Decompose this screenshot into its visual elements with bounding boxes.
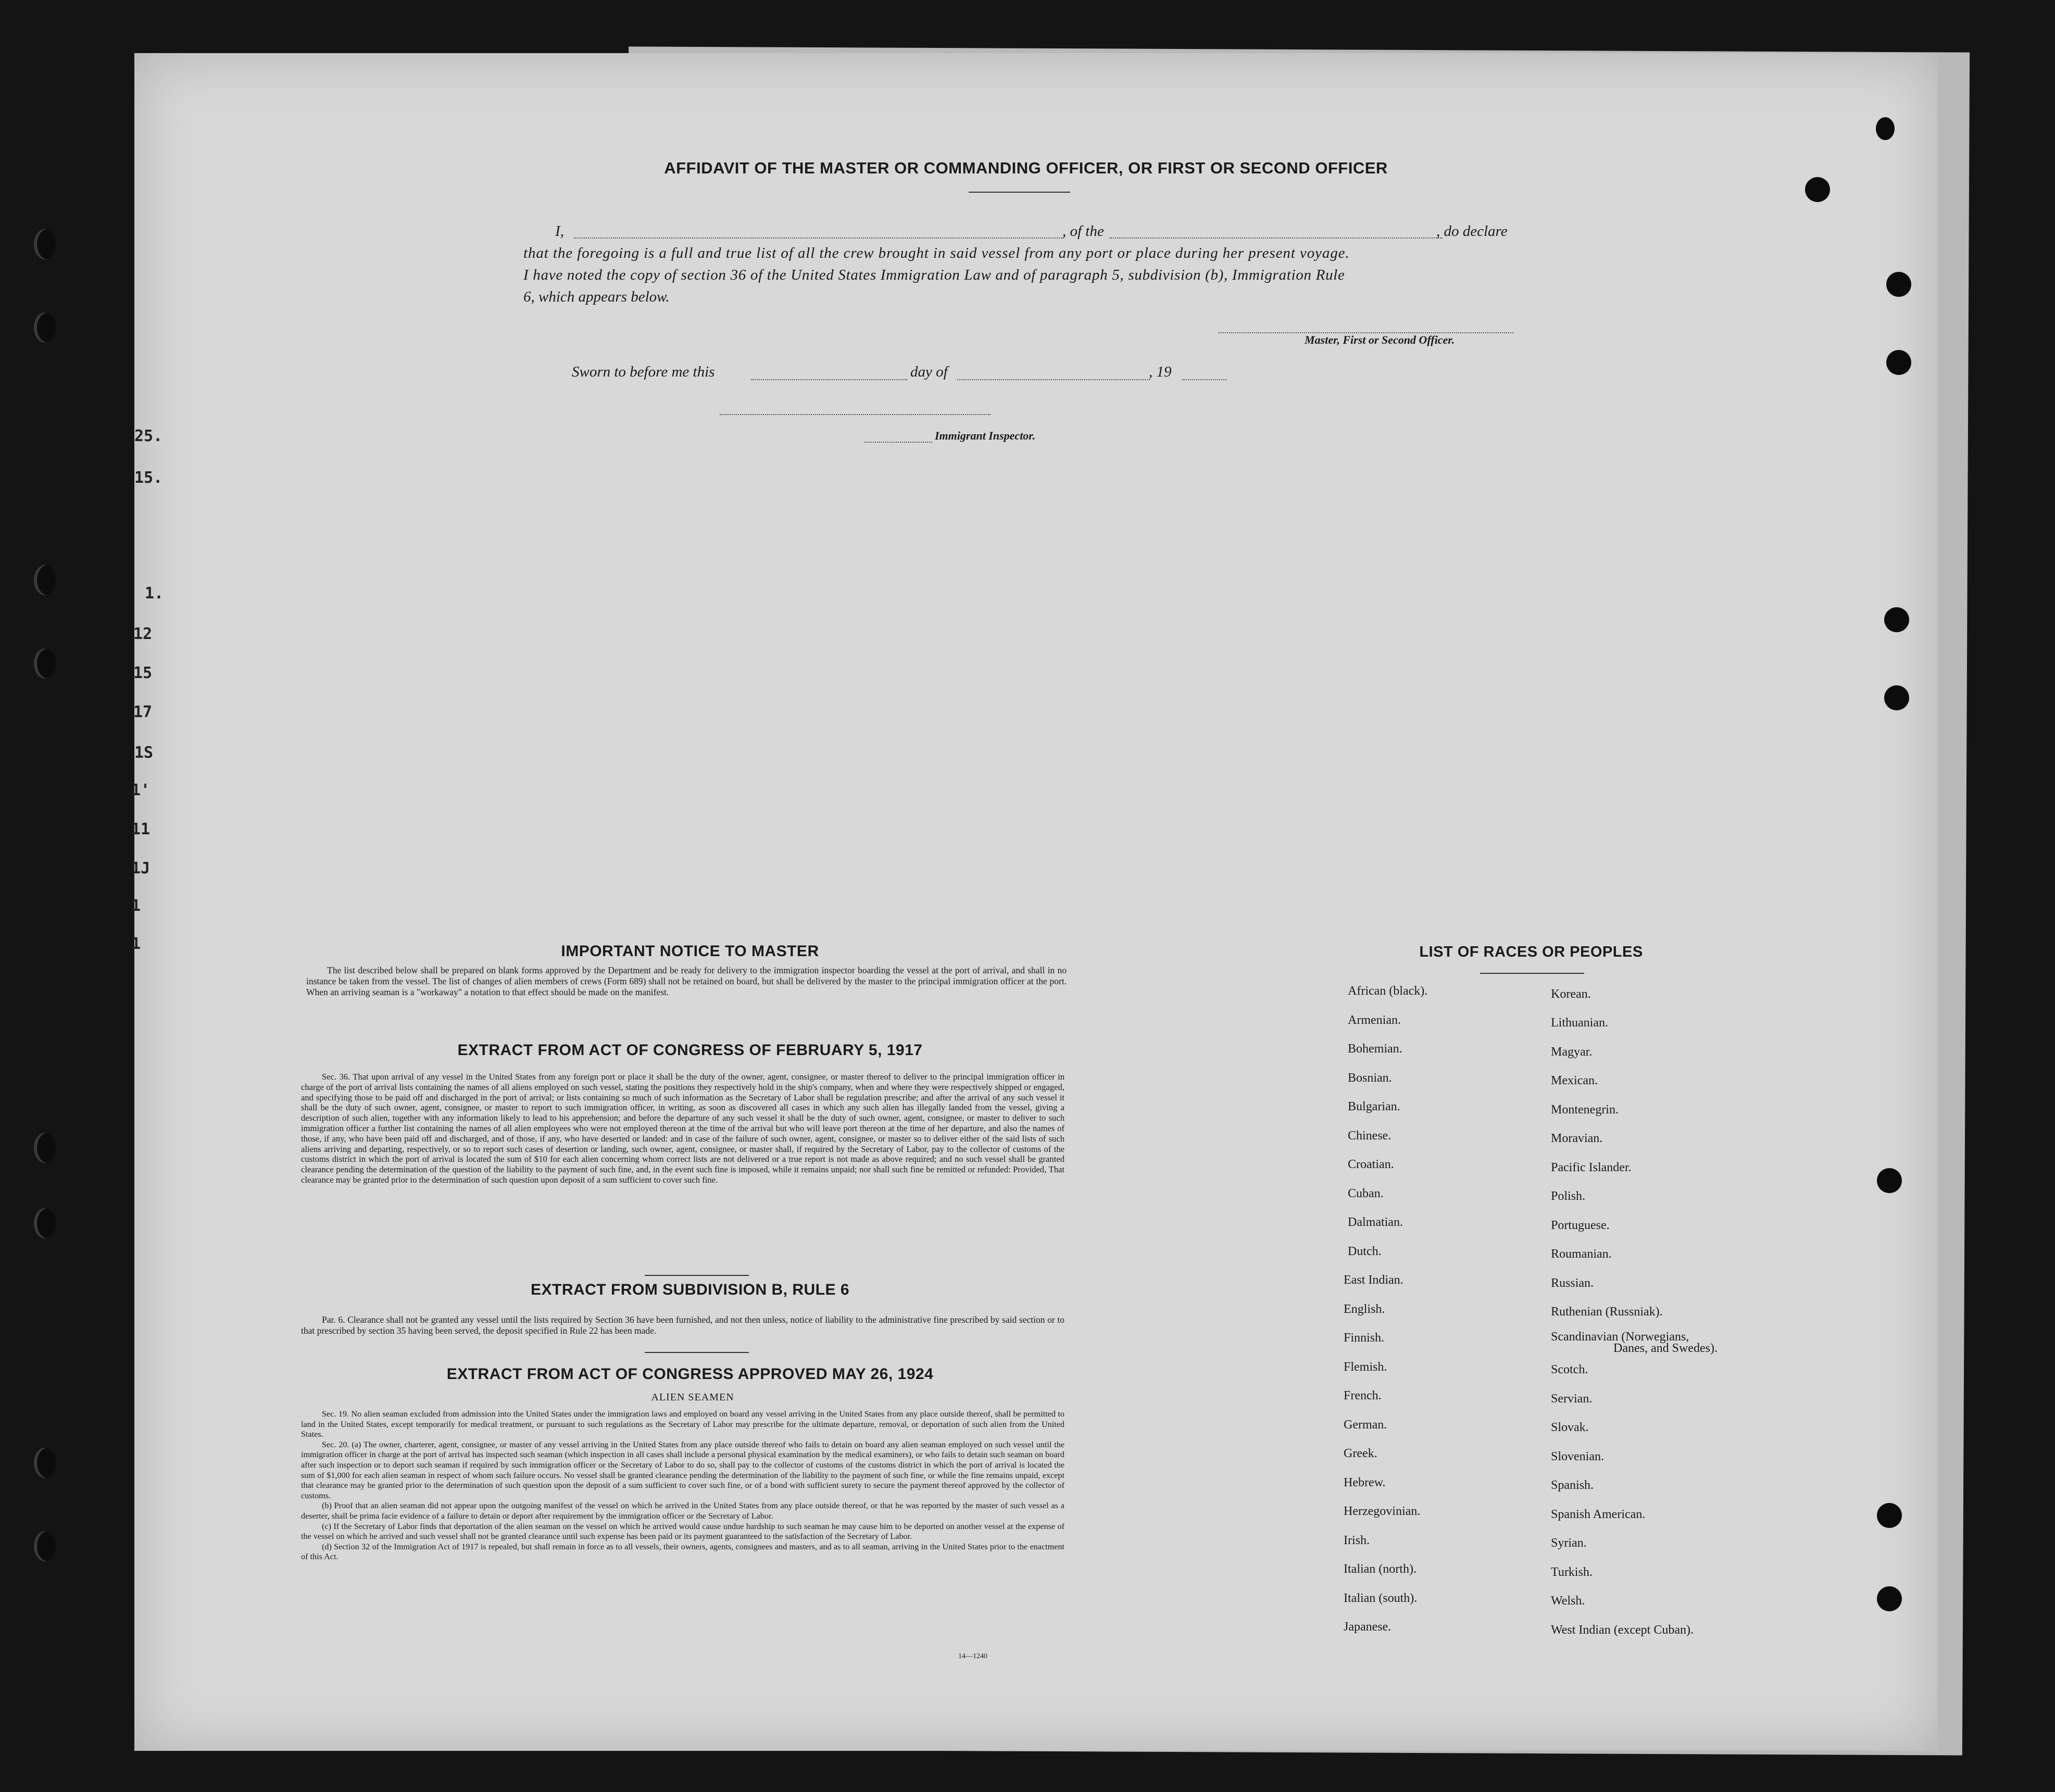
race-item: Pacific Islander. [1551,1161,1632,1174]
divider [645,1352,749,1353]
race-item: Welsh. [1551,1594,1585,1608]
vessel-field[interactable] [1109,237,1443,239]
sec19-paragraph: Sec. 19. No alien seaman excluded from admission into the United States under the immigration laws and employed on board any vessel arriving in the United States from any place outside thereof, shall be permitted to land in the United States, except temporarily for medical treatment, or pursuant to such regulations as the Secretary of Labor may prescribe for the ultimate departure, removal, or deportation of such alien from the United States. [301,1409,1064,1439]
race-item: Cuban. [1348,1187,1384,1200]
race-item: Croatian. [1348,1158,1394,1171]
inspector-label: Immigrant Inspector. [935,429,1036,442]
affidavit-title: AFFIDAVIT OF THE MASTER OR COMMANDING OFFICER, OR FIRST OR SECOND OFFICER [664,159,1388,177]
extract-1917-title: EXTRACT FROM ACT OF CONGRESS OF FEBRUARY 5, 1917 [457,1042,923,1059]
race-item: Flemish. [1344,1360,1387,1374]
edge-number: 15 [133,664,153,682]
race-item: West Indian (except Cuban). [1551,1623,1694,1637]
notice-title: IMPORTANT NOTICE TO MASTER [561,943,819,960]
notice-paragraph: The list described below shall be prepared on blank forms approved by the Department and be ready for delivery to the immigration inspector boarding the vessel at the port of arrival, and shall in no instance be taken from the vessel. The list of changes of alien members of crews (Form 689) shall not be retained on board, but shall be delivered by the master to the principal immigration officer at the port. When an arriving seaman is a "workaway" a notation to that effect should be made on the manifest. [306,965,1067,997]
race-item: Bulgarian. [1348,1100,1400,1113]
sec20c-paragraph: (c) If the Secretary of Labor finds that deportation of the alien seaman on the vessel on which he arrived would cause undue hardship to such seaman he may cause him to be deported on another vessel at the expense of the vessel on which he arrived and such vessel shall not be granted clearance until such expense has been paid or its payment guaranteed to the satisfaction of the Secretary of Labor. [301,1521,1064,1542]
race-item: Russian. [1551,1276,1594,1290]
race-item: Japanese. [1344,1620,1392,1634]
extract-1924-title: EXTRACT FROM ACT OF CONGRESS APPROVED MAY 26, 1924 [446,1365,934,1383]
affidavit-line1-start: I, [555,223,564,240]
punch-hole-icon [1877,1168,1902,1193]
race-item: Magyar. [1551,1045,1593,1059]
race-item: Scandinavian (Norwegians, [1551,1330,1689,1344]
race-item: Greek. [1344,1447,1377,1460]
rule6-text [301,1314,1064,1336]
race-item: Turkish. [1551,1565,1593,1579]
sworn-day-field[interactable] [751,379,907,380]
punch-hole-icon [34,565,56,595]
rule6-title: EXTRACT FROM SUBDIVISION B, RULE 6 [530,1281,850,1298]
race-item: Mexican. [1551,1074,1598,1087]
master-signature-label: Master, First or Second Officer. [1305,333,1455,346]
race-item: Herzegovinian. [1344,1505,1421,1518]
edge-number: 1J [131,859,151,878]
edge-number: 15. [134,469,163,487]
race-item: Moravian. [1551,1132,1603,1145]
sworn-day-label: day of [910,364,948,380]
edge-number: 1 [131,935,141,953]
race-continuation: Danes, and Swedes). [1613,1342,1718,1355]
race-item: Scotch. [1551,1363,1588,1376]
form-number: 14—1240 [958,1652,987,1660]
edge-number: 1' [131,781,151,799]
punch-hole-icon [1886,350,1911,375]
divider [645,1275,749,1276]
sworn-month-field[interactable] [957,379,1150,380]
edge-number: 1S [134,744,154,762]
affidavit-body-line4: 6, which appears below. [523,289,670,305]
race-item: Hebrew. [1344,1476,1386,1489]
race-item: Polish. [1551,1189,1586,1203]
notice-text [306,965,1067,998]
name-field[interactable] [574,237,1063,239]
punch-hole-icon [34,312,56,343]
race-item: German. [1344,1418,1387,1432]
race-item: Servian. [1551,1392,1593,1406]
race-item: East Indian. [1344,1273,1404,1287]
race-item: Montenegrin. [1551,1103,1619,1117]
race-item: Italian (north). [1344,1562,1417,1576]
race-item: Finnish. [1344,1331,1385,1345]
edge-number: 1 [131,897,141,915]
punch-hole-icon [34,1531,56,1561]
punch-hole-icon [34,648,56,679]
punch-hole-icon [1876,117,1895,140]
race-item: French. [1344,1389,1382,1402]
rule6-paragraph: Par. 6. Clearance shall not be granted any vessel until the lists required by Section 36 have been furnished, and not then unless, notice of liability to the administrative fine prescribed by said section or to that prescribed by section 35 having been served, the deposit specified in Rule 22 has been made. [301,1314,1064,1336]
sworn-year-label: , 19 [1149,364,1172,380]
affidavit-body-line3: I have noted the copy of section 36 of the United States Immigration Law and of paragraph 5, subdivision (b), Immigration Rule [523,267,1345,283]
race-item: Ruthenian (Russniak). [1551,1305,1663,1319]
edge-number: 25. [134,427,163,445]
punch-hole-icon [1877,1586,1902,1611]
race-item: Portuguese. [1551,1219,1610,1232]
race-item: Syrian. [1551,1536,1587,1550]
sworn-year-field[interactable] [1182,379,1226,380]
punch-hole-icon [1884,607,1909,632]
race-item: Slovak. [1551,1421,1589,1434]
edge-number: 11 [131,820,151,838]
edge-number: 17 [133,703,153,721]
extract-1924-text [301,1409,1064,1562]
sec20d-paragraph: (d) Section 32 of the Immigration Act of 1917 is repealed, but shall remain in force as to all vessels, their owners, agents, consignees and masters, and as to all seaman, arriving in the United States prior to the enactment of this Act. [301,1542,1064,1562]
race-item: Roumanian. [1551,1247,1612,1261]
punch-hole-icon [34,1448,56,1478]
race-item: Dutch. [1348,1245,1382,1258]
edge-number: 12 [133,625,153,643]
race-item: Irish. [1344,1534,1370,1547]
extract-1917-text [301,1072,1064,1185]
divider [1480,973,1584,974]
race-item: Korean. [1551,987,1591,1001]
sworn-start: Sworn to before me this [572,364,715,380]
race-item: Lithuanian. [1551,1016,1608,1030]
affidavit-line1-end: , do declare [1436,223,1508,240]
inspector-signature-line [864,442,932,443]
race-item: Chinese. [1348,1129,1392,1143]
race-item: Dalmatian. [1348,1215,1403,1229]
race-item: Italian (south). [1344,1592,1418,1605]
sec20a-paragraph: Sec. 20. (a) The owner, charterer, agent, consignee, or master of any vessel arriving in the United States from any place outside thereof who fails to detain on board any alien seaman employed on such vessel until the immigration officer in charge at the port of arrival has inspected such seaman (which inspection in all cases shall include a personal physical examination by the medical examiners), or who fails to detain such seaman on board after such inspection or to deport such seaman if required by such immigration officer or the Secretary of Labor to do so, shall pay to the collector of customs of the customs district in which the port of arrival is located the sum of $1,000 for each alien seaman in respect of whom such failure occurs. No vessel shall be granted clearance pending the determination of the liability to the payment of such fine, or while the fine remains unpaid, except that clearance may be granted prior to the determination of such question upon the deposit of a sum sufficient to cover such fine, or of a bond with sufficient surety to secure the payment thereof approved by the collector of customs. [301,1439,1064,1500]
edge-number: 1. [145,584,164,603]
punch-hole-icon [1884,685,1909,710]
punch-hole-icon [34,1133,56,1163]
race-item: Bohemian. [1348,1042,1402,1056]
divider [969,192,1070,193]
punch-hole-icon [34,1208,56,1238]
race-item: Bosnian. [1348,1071,1392,1085]
punch-hole-icon [1805,177,1830,202]
punch-hole-icon [1886,272,1911,297]
race-item: African (black). [1348,984,1428,998]
races-title: LIST OF RACES OR PEOPLES [1419,944,1643,960]
affidavit-line1-mid: , of the [1062,223,1104,240]
sec20b-paragraph: (b) Proof that an alien seaman did not appear upon the outgoing manifest of the vessel on which he arrived in the United States from any place outside thereof, or that he was reported by the master of such vessel as a deserter, shall be prima facie evidence of a failure to detain or deport after requirement by the immigration officer or the Secretary of Labor. [301,1501,1064,1521]
punch-hole-icon [1877,1503,1902,1528]
race-item: Spanish. [1551,1478,1594,1492]
punch-hole-icon [34,229,56,259]
section-36-paragraph: Sec. 36. That upon arrival of any vessel in the United States from any foreign port or place it shall be the duty of the owner, agent, consignee, or master thereof to deliver to the principal immigration officer in charge of the port of arrival lists containing the names of all aliens employed on such vessel, stating the positions they respectively hold in the ship's company, when and where they were respectively shipped or engaged, and specifying those to be paid off and discharged in the port of arrival; or lists containing so much of such information as the Secretary of Labor shall be regulation prescribe; and after the arrival of any such vessel it shall be the duty of such owner, agent, consignee, or master to report to such immigration officer, in writing, as soon as discovered all cases in which any such alien has illegally landed from the vessel, giving a description of such alien, together with any information likely to lead to his apprehension; and before the departure of any such vessel it shall be the duty of such owner, agent, consignee, or master to deliver to such immigration officer a further list containing the names of all alien employees who were not employed thereon at the time of the arrival but who will leave port thereon at the time of her departure, and also the names of those, if any, who have been paid off and discharged, and of those, if any, who have deserted or landed: and in case of the failure of such owner, agent, consignee, or master so to deliver either of the said lists of such aliens arriving and departing, respectively, or so to report such cases of desertion or landing, such owner, agent, consignee, or master shall, if required by the Secretary of Labor, pay to the collector of customs of the customs district in which the port of arrival is located the sum of $10 for each alien concerning whom correct lists are not delivered or a true report is not made as above required; and no such vessel shall be granted clearance pending the determination of the question of the liability to the payment of such fine, and, in the event such fine is imposed, while it remains unpaid; nor shall such fine be remitted or refunded: Provided, That clearance may be granted prior to the determination of such question upon deposit of a sum sufficient to cover such fine. [301,1072,1064,1185]
race-item: Spanish American. [1551,1508,1646,1521]
race-item: Armenian. [1348,1013,1401,1027]
affidavit-body-line2: that the foregoing is a full and true list of all the crew brought in said vessel from any port or place during her present voyage. [523,245,1350,261]
race-item: English. [1344,1302,1385,1316]
inspector-signature-field[interactable] [720,414,991,415]
race-item: Slovenian. [1551,1450,1604,1463]
alien-seamen-subtitle: ALIEN SEAMEN [651,1392,734,1403]
